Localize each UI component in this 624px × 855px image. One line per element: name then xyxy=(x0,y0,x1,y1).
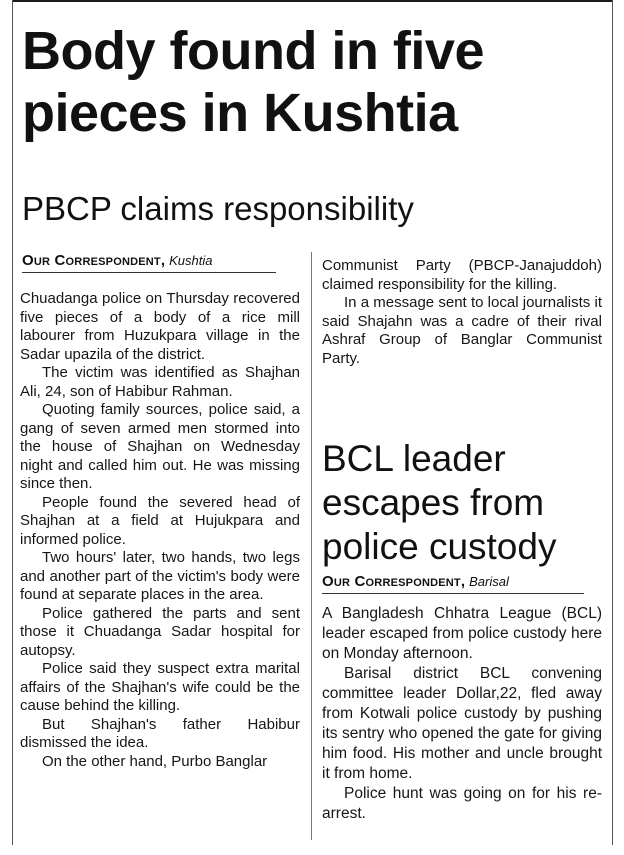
article-1-paragraph: Police gathered the parts and sent those it Chuadanga Sadar hospital for autopsy. xyxy=(20,604,300,659)
article-1-paragraph: Quoting family sources, police said, a gang of seven armed men stormed into the house of Shajhan on Wednesday night and called him out. He was missing since then. xyxy=(20,401,300,492)
article-2-paragraph: Barisal district BCL convening committee leader Dollar,22, fled away from Kotwali police custody by pushing its sentry who opened the gate for giving him food. His mother and uncle brought it from home. xyxy=(322,665,602,782)
article-2-paragraph: Police hunt was going on for his re-arrest. xyxy=(322,785,602,822)
top-border-rule xyxy=(12,0,612,2)
article-1-body-continued xyxy=(322,257,602,368)
article-1-paragraph: Chuadanga police on Thursday recovered five pieces of a body of a rice mill labourer from Huzukpara village in the Sadar upazila of the district. xyxy=(20,290,300,363)
article-1-paragraph: Two hours' later, two hands, two legs and another part of the victim's body were found at separate places in the area. xyxy=(20,549,300,603)
article-1-paragraph: The victim was identified as Shajhan Ali, 24, son of Habibur Rahman. xyxy=(20,364,300,400)
article-1-paragraph: Communist Party (PBCP-Janajuddoh) claimed responsibility for the killing. xyxy=(322,257,602,293)
column-divider xyxy=(311,252,312,840)
article-1-headline: Body found in five pieces in Kushtia xyxy=(22,21,484,143)
article-1-paragraph: But Shajhan's father Habibur dismissed the idea. xyxy=(20,715,300,751)
article-1-paragraph: In a message sent to local journalists it said Shajahn was a cadre of their rival Ashraf Group of Banglar Communist Party. xyxy=(322,294,602,367)
article-1-paragraph: On the other hand, Purbo Banglar xyxy=(42,752,268,770)
byline-location: Kushtia xyxy=(169,253,213,268)
article-2-body xyxy=(322,604,602,824)
article-1-byline xyxy=(22,252,276,273)
article-1-body-left xyxy=(20,290,300,771)
article-2-paragraph: A Bangladesh Chhatra League (BCL) leader escaped from police custody here on Monday afternoon. xyxy=(322,605,602,662)
article-1-paragraph: Police said they suspect extra marital affairs of the Shajhan's wife could be the cause behind the killing. xyxy=(20,660,300,714)
article-1-subheadline: PBCP claims responsibility xyxy=(22,190,414,227)
left-border-rule xyxy=(12,0,13,845)
byline-correspondent: Our Correspondent, xyxy=(322,573,466,590)
right-border-rule xyxy=(612,0,613,845)
byline-location: Barisal xyxy=(469,574,509,589)
article-1-paragraph: People found the severed head of Shajhan at a field at Hujukpara and informed police. xyxy=(20,493,300,548)
article-2-headline: BCL leader escapes from police custody xyxy=(322,438,557,567)
byline-correspondent: Our Correspondent, xyxy=(22,252,166,269)
article-2-byline xyxy=(322,573,584,594)
